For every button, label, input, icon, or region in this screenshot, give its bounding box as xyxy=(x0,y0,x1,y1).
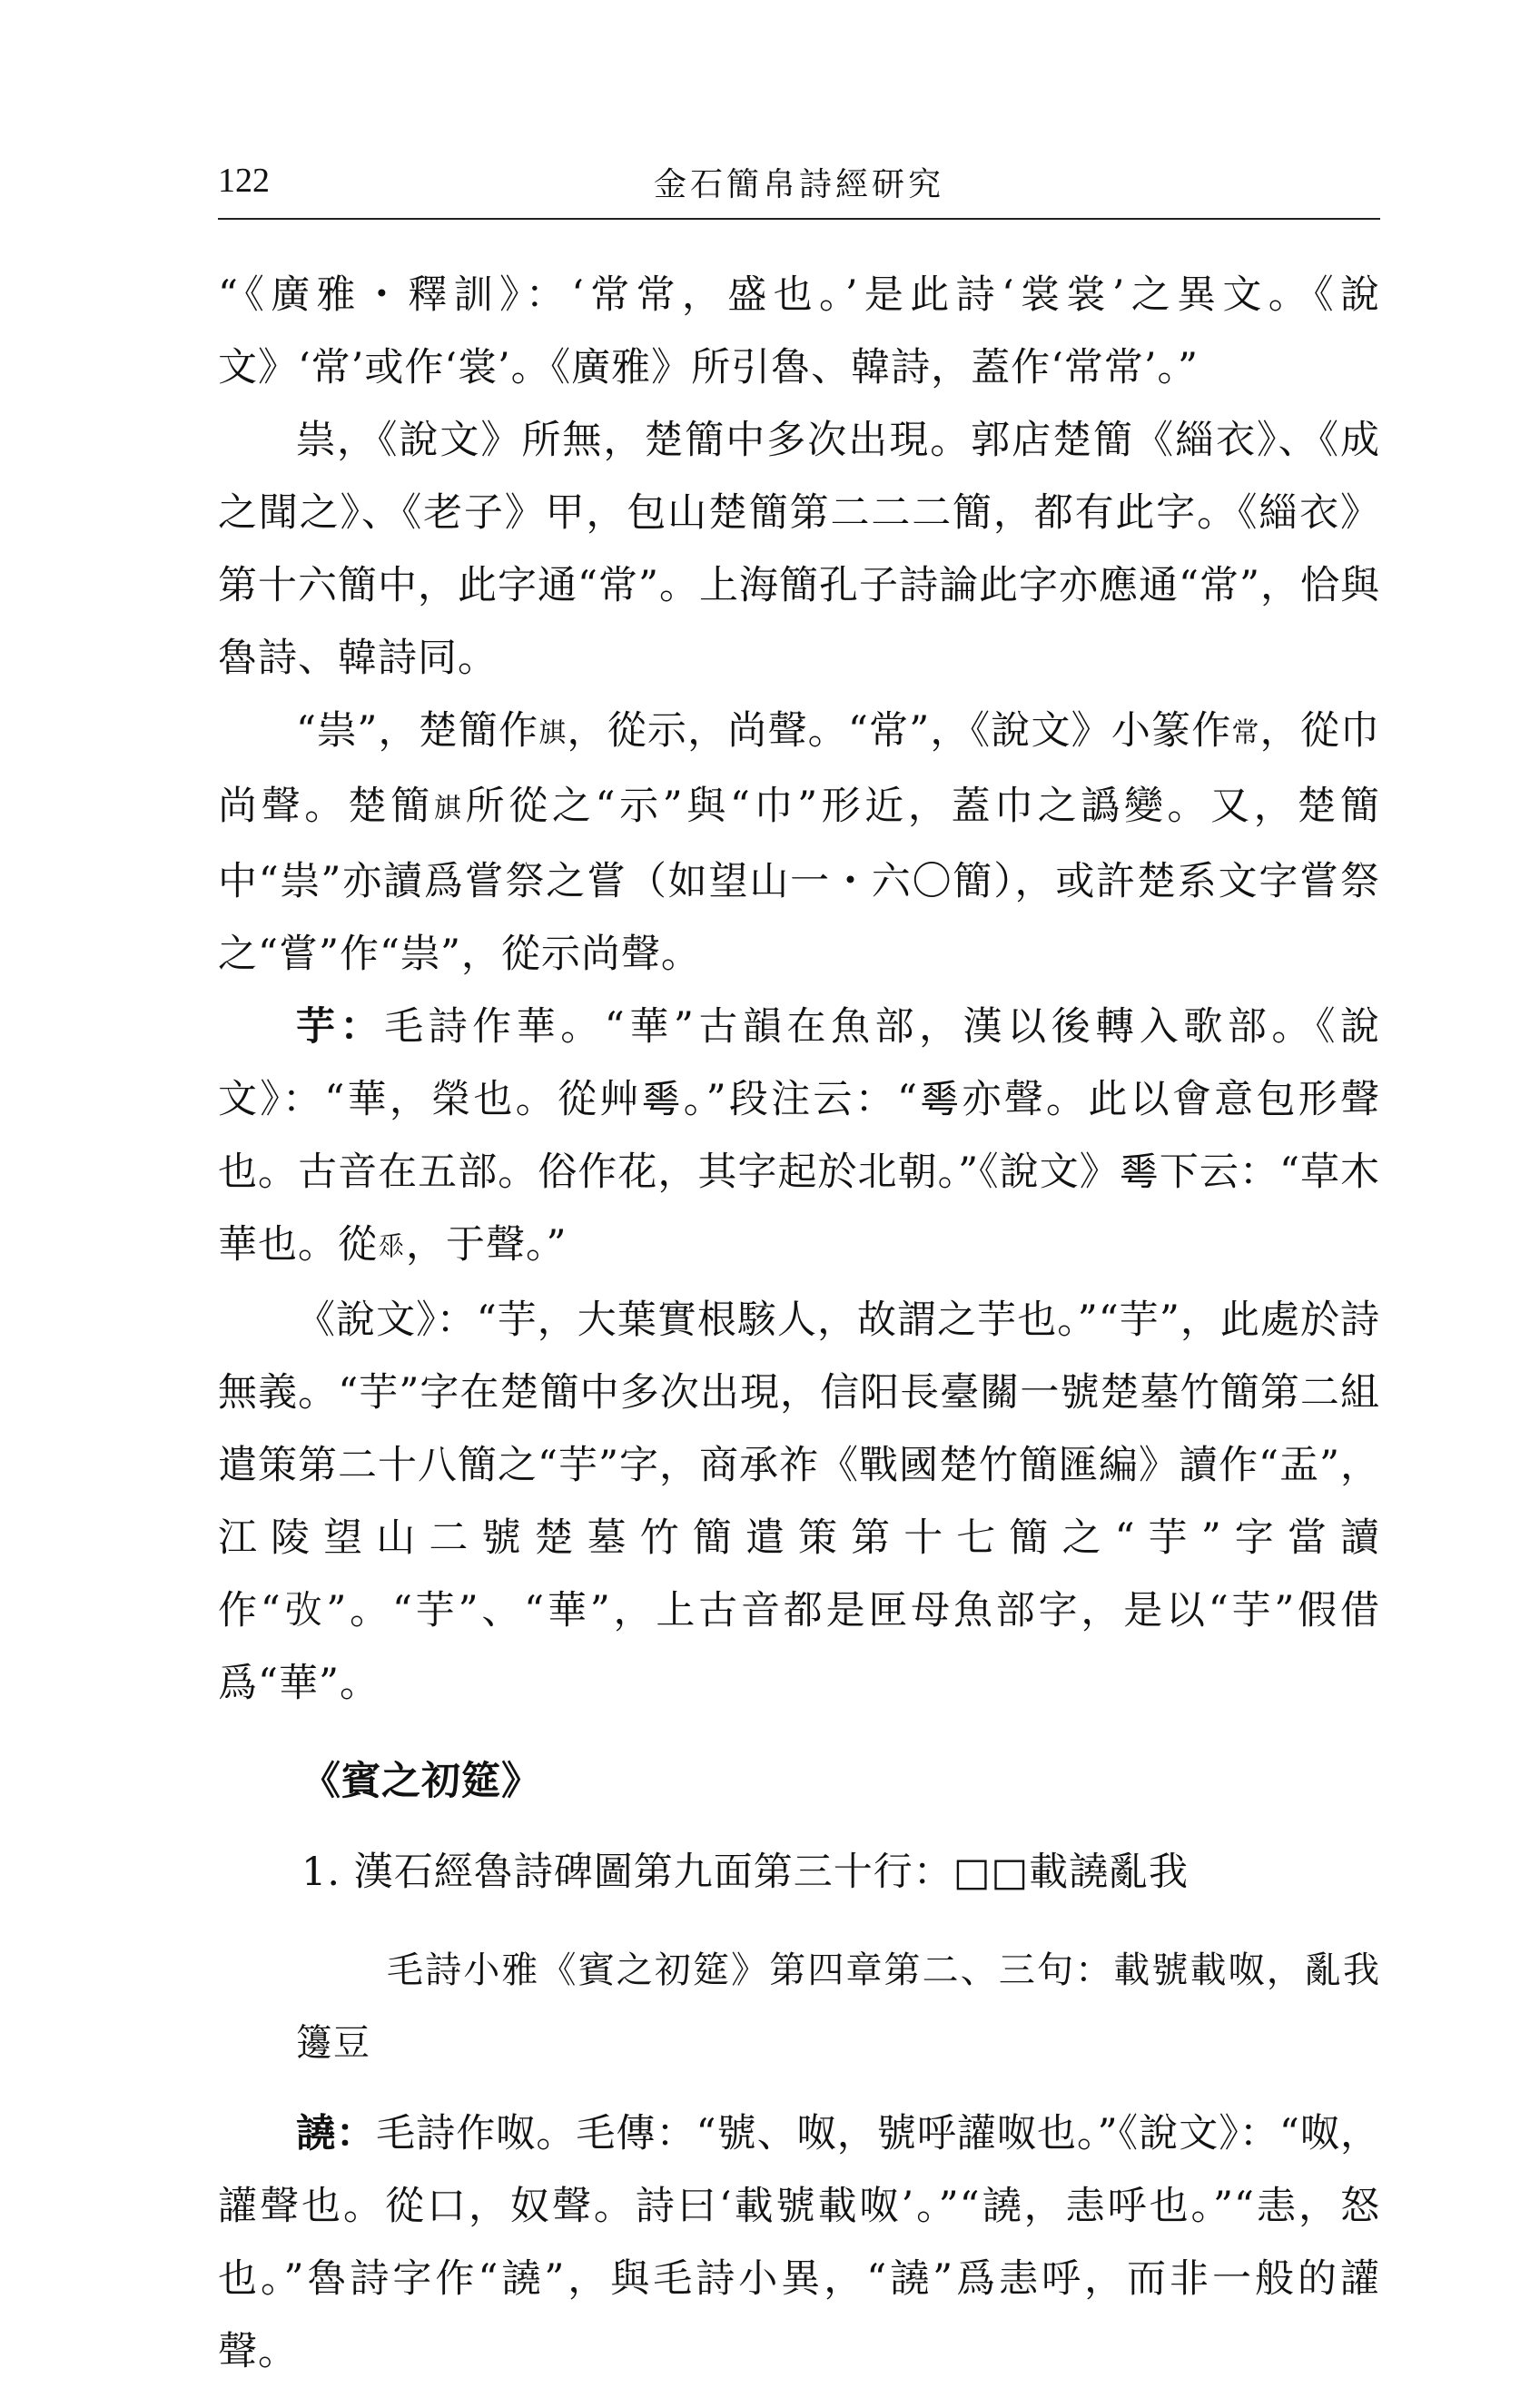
chu-slip-glyph-2: 𣄃 xyxy=(434,793,466,824)
entry-term-nao: 譊： xyxy=(296,2111,377,2156)
chu-slip-glyph-1: 𣄃 xyxy=(538,717,568,749)
paragraph-2: 祟，《說文》所無，楚簡中多次出現。郭店楚簡《緇衣》、《成之聞之》、《老子》甲，包山楚簡第二二二簡，都有此字。《緇衣》第十六簡中，此字通“常”。上海簡孔子詩論此字亦應通“常”，恰與魯詩、韓詩同。 xyxy=(218,418,1380,681)
paragraph-3-text-a: “祟”，楚簡作 xyxy=(296,708,539,754)
paragraph-6-text: 毛詩作呶。毛傳：“號、呶，號呼讙呶也。”《說文》：“呶，讙聲也。從口，奴聲。詩曰‘載號載呶’。”“譊，恚呼也。”“恚，怒也。”魯詩字作“譊”，與毛詩小異，“譊”爲恚呼，而非一般的讙聲。 xyxy=(218,2111,1380,2374)
seal-glyph-small: 𠂹 xyxy=(378,1231,406,1263)
entry-term-yu: 芋： xyxy=(296,1004,385,1050)
seal-script-glyph: 常 xyxy=(1231,717,1260,749)
page-number: 122 xyxy=(218,162,270,200)
page-body xyxy=(218,259,1380,2388)
paragraph-1: “《廣雅・釋訓》：‘常常，盛也。’是此詩‘裳裳’之異文。《說文》‘常’或作‘裳’。《廣雅》所引魯、韓詩，蓋作‘常常’。” xyxy=(218,272,1381,390)
section-heading: 《賓之初筵》 xyxy=(301,1759,541,1804)
paragraph-4 xyxy=(218,991,1380,1284)
running-title: 金石簡帛詩經研究 xyxy=(653,166,944,203)
paragraph-3-text-b: ，從示，尚聲。“常”，《說文》小篆作 xyxy=(567,708,1232,754)
paragraph-3-text-c: ，從巾尚聲。楚簡 xyxy=(218,708,1381,829)
paragraph-5: 《說文》：“芋，大葉實根駭人，故謂之芋也。”“芋”，此處於詩無義。“芋”字在楚簡中多次出現，信阳長臺關一號楚墓竹簡第二組遣策第二十八簡之“芋”字，商承祚《戰國楚竹簡匯編》讀作“盂”，江陵望山二號楚墓竹簡遣策第十七簡之“芋”字當讀作“𢎿”。“芋”、“華”，上古音都是匣母魚部字，是以“芋”假借爲“華”。 xyxy=(218,1298,1380,1706)
paragraph-4-text: 毛詩作華。“華”古韻在魚部，漢以後轉入歌部。《說文》：“華，榮也。從艸𠌶。”段注云：“𠌶亦聲。此以會意包形聲也。古音在五部。俗作花，其字起於北朝。”《說文》𠌶下云：“草木華也。從 xyxy=(218,1004,1381,1268)
numbered-item: 1. 漢石經魯詩碑圖第九面第三十行：□□載譊亂我 xyxy=(301,1850,1189,1895)
paragraph-6 xyxy=(218,2097,1380,2388)
paragraph-3-text-d: 所從之“示”與“巾”形近，蓋巾之譌變。又，楚簡中“祟”亦讀爲嘗祭之嘗（如望山一・六〇簡），或許楚系文字嘗祭之“嘗”作“祟”，從示尚聲。 xyxy=(218,784,1380,977)
quote-block: 毛詩小雅《賓之初筵》第四章第二、三句：載號載呶，亂我籩豆 xyxy=(296,1949,1380,2064)
paragraph-3 xyxy=(218,695,1380,991)
header-rule xyxy=(218,218,1380,220)
paragraph-4-text-end: ，于聲。” xyxy=(406,1222,568,1268)
page-header xyxy=(218,150,1380,204)
